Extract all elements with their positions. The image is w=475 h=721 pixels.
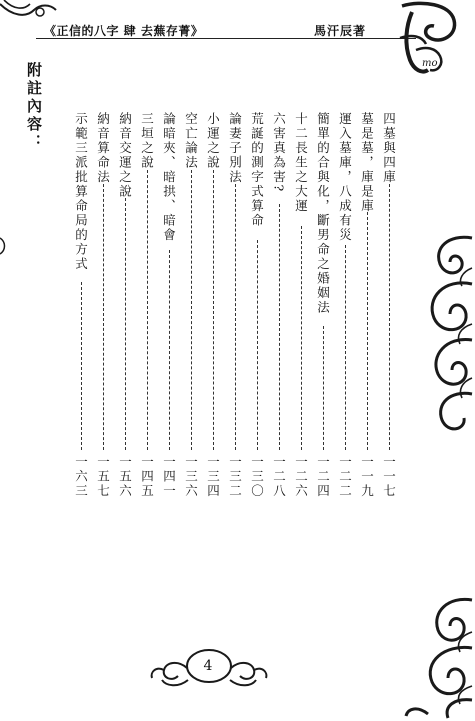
toc-entry-page: 一二六 — [293, 455, 309, 499]
toc-entry-page: 一五七 — [95, 455, 111, 499]
toc-entry-page: 一二四 — [315, 455, 331, 499]
toc-entry-page: 一三四 — [205, 455, 221, 499]
toc-entry-title: 六害真為害? — [271, 112, 287, 194]
toc-leader — [169, 250, 170, 450]
toc-leader — [213, 170, 214, 450]
left-edge-ornament — [0, 236, 8, 256]
toc-leader — [103, 184, 104, 450]
corner-ornament-top-left — [0, 0, 60, 24]
page-number: 4 — [203, 658, 213, 674]
publisher-logo-icon — [392, 0, 462, 82]
toc-entry-title: 小運之說 — [205, 112, 221, 170]
toc-entry-page: 一一九 — [359, 455, 375, 499]
toc-leader — [257, 240, 258, 450]
toc-leader — [367, 212, 368, 450]
toc-leader — [323, 326, 324, 450]
author-name: 馬汗辰著 — [314, 24, 367, 38]
toc-entry-title: 三垣之說 — [139, 112, 155, 170]
toc-entry-page: 一六三 — [73, 455, 89, 499]
annotation-contents-label: 附註內容： — [25, 62, 43, 152]
toc-entry-title: 十二長生之大運 — [293, 112, 309, 214]
toc-entry-title: 示範三派批算命局的方式 — [73, 112, 89, 272]
toc-entry-title: 四墓與四庫 — [381, 112, 397, 185]
toc-entry-title: 荒誕的測字式算命 — [249, 112, 265, 228]
toc-leader — [279, 204, 280, 450]
toc-entry-title: 墓是墓，庫是庫 — [359, 112, 375, 214]
toc-entry-title: 納音交運之說 — [117, 112, 133, 199]
toc-entry-page: 一四一 — [161, 455, 177, 499]
header-rule — [36, 38, 416, 39]
toc-entry-title: 運入墓庫，八成有災 — [337, 112, 353, 243]
book-title: 《正信的八字 肆 去蕪存菁》 — [44, 24, 204, 38]
toc-leader — [345, 245, 346, 450]
toc-leader — [81, 282, 82, 450]
toc-entry-page: 一三六 — [183, 455, 199, 499]
toc-entry-page: 一三〇 — [249, 455, 265, 499]
toc-entry-title: 簡單的合與化，斷男命之婚姻法 — [315, 112, 331, 315]
toc-leader — [235, 184, 236, 450]
toc-leader — [389, 184, 390, 450]
toc-leader — [147, 170, 148, 450]
cloud-ornament-bottom-right — [404, 596, 474, 720]
toc-entry-page: 一二二 — [337, 455, 353, 499]
svg-text:mo: mo — [422, 58, 438, 69]
toc-leader — [301, 226, 302, 450]
toc-entry-page: 一四五 — [139, 455, 155, 499]
toc-leader — [125, 198, 126, 450]
toc-leader — [191, 170, 192, 450]
toc-entry-title: 納音算命法 — [95, 112, 111, 185]
toc-entry-page: 一二八 — [271, 455, 287, 499]
cloud-ornament-right — [418, 228, 474, 438]
toc-entry-title: 空亡論法 — [183, 112, 199, 170]
toc-entry-title: 論暗夾、暗拱、暗會 — [161, 112, 177, 243]
toc-entry-page: 一三二 — [227, 455, 243, 499]
toc-entry-page: 一五六 — [117, 455, 133, 499]
toc-entry-page: 一一七 — [381, 455, 397, 499]
toc-entry-title: 論妻子別法 — [227, 112, 243, 185]
